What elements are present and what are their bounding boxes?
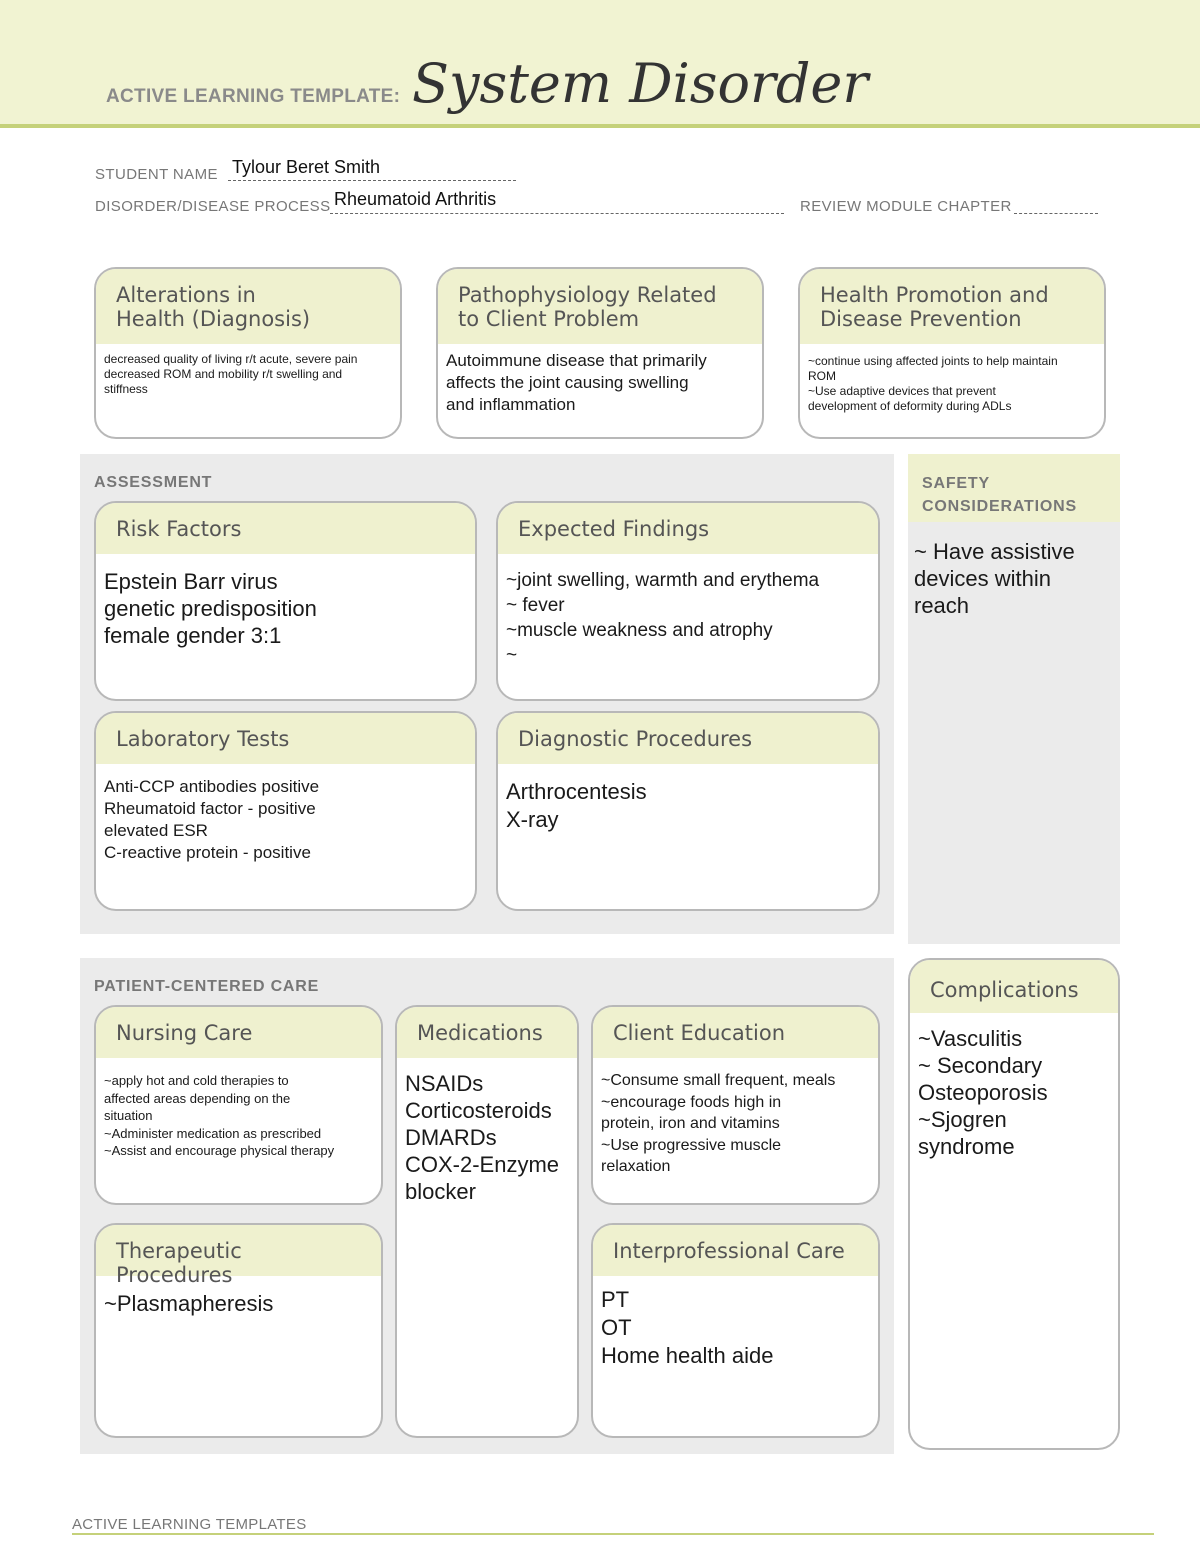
alterations-body[interactable] bbox=[96, 344, 400, 403]
assessment-label: ASSESSMENT bbox=[94, 474, 213, 491]
nursing-care-header bbox=[96, 1007, 381, 1058]
laboratory-tests-body[interactable] bbox=[96, 764, 475, 870]
health-promotion-header bbox=[800, 269, 1104, 344]
complications-text-line: syndrome bbox=[918, 1134, 1015, 1159]
complications-text-line: ~Vasculitis bbox=[918, 1026, 1023, 1051]
risk-factors-header bbox=[96, 503, 475, 554]
nursing-care-body[interactable] bbox=[96, 1058, 381, 1166]
laboratory-tests-text-line: Anti-CCP antibodies positive bbox=[104, 777, 320, 796]
risk-factors-text-line: female gender 3:1 bbox=[104, 623, 282, 648]
nursing-care-text-line: ~Assist and encourage physical therapy bbox=[104, 1143, 335, 1158]
disorder-field[interactable]: Rheumatoid Arthritis bbox=[334, 189, 497, 209]
nursing-care-text-line: situation bbox=[104, 1108, 153, 1123]
student-name-line bbox=[228, 180, 516, 181]
health-promotion-card bbox=[798, 267, 1106, 439]
complications-text-line: ~Sjogren bbox=[918, 1107, 1007, 1132]
risk-factors-title: Risk Factors bbox=[116, 517, 242, 541]
diagnostic-procedures-title: Diagnostic Procedures bbox=[518, 727, 753, 751]
safety-label-line: CONSIDERATIONS bbox=[922, 498, 1077, 515]
alterations-text-line: decreased quality of living r/t acute, severe pain bbox=[104, 352, 358, 366]
therapeutic-procedures-header bbox=[96, 1225, 381, 1287]
alterations-card bbox=[94, 267, 402, 439]
safety-body[interactable] bbox=[914, 538, 1114, 619]
pathophysiology-text-line: affects the joint causing swelling bbox=[446, 373, 689, 392]
laboratory-tests-header bbox=[96, 713, 475, 764]
medications-text-line: Corticosteroids bbox=[405, 1098, 552, 1123]
interprofessional-care-text-line: PT bbox=[601, 1287, 630, 1312]
risk-factors-text-line: Epstein Barr virus bbox=[104, 569, 278, 594]
template-label: ACTIVE LEARNING TEMPLATE: bbox=[106, 86, 401, 107]
pathophysiology-title-line: to Client Problem bbox=[458, 307, 640, 331]
patient-care-label: PATIENT-CENTERED CARE bbox=[94, 978, 320, 995]
medications-text-line: DMARDs bbox=[405, 1125, 497, 1150]
risk-factors-body[interactable] bbox=[96, 554, 475, 655]
medications-header bbox=[397, 1007, 577, 1058]
interprofessional-care-body[interactable] bbox=[593, 1276, 878, 1376]
nursing-care-title: Nursing Care bbox=[116, 1021, 253, 1045]
client-education-text-line: ~Use progressive muscle bbox=[601, 1136, 782, 1154]
client-education-header bbox=[593, 1007, 878, 1058]
medications-text-line: NSAIDs bbox=[405, 1071, 484, 1096]
laboratory-tests-text-line: elevated ESR bbox=[104, 821, 208, 840]
footer-label: ACTIVE LEARNING TEMPLATES bbox=[72, 1516, 307, 1533]
complications-text-line: Osteoporosis bbox=[918, 1080, 1048, 1105]
therapeutic-procedures-text-line: ~Plasmapheresis bbox=[104, 1291, 274, 1316]
interprofessional-care-title: Interprofessional Care bbox=[613, 1239, 845, 1263]
diagnostic-procedures-text-line: Arthrocentesis bbox=[506, 779, 647, 804]
laboratory-tests-title: Laboratory Tests bbox=[116, 727, 290, 751]
medications-card bbox=[395, 1005, 579, 1438]
pathophysiology-text-line: and inflammation bbox=[446, 395, 576, 414]
chapter-label: REVIEW MODULE CHAPTER bbox=[800, 198, 1012, 215]
therapeutic-procedures-title: Therapeutic Procedures bbox=[116, 1239, 242, 1287]
safety-text-line: devices within bbox=[914, 566, 1051, 591]
nursing-care-text-line: ~apply hot and cold therapies to bbox=[104, 1073, 289, 1088]
client-education-title: Client Education bbox=[613, 1021, 786, 1045]
alterations-title-line: Alterations in bbox=[116, 283, 256, 307]
chapter-line bbox=[1014, 213, 1098, 214]
safety-label-line: SAFETY bbox=[922, 475, 990, 492]
interprofessional-care-header bbox=[593, 1225, 878, 1276]
client-education-card bbox=[591, 1005, 880, 1205]
student-name-field[interactable]: Tylour Beret Smith bbox=[232, 157, 381, 177]
client-education-text-line: protein, iron and vitamins bbox=[601, 1115, 780, 1132]
client-education-text-line: ~encourage foods high in bbox=[601, 1093, 782, 1111]
interprofessional-care-card bbox=[591, 1223, 880, 1438]
interprofessional-care-text-line: OT bbox=[601, 1315, 632, 1340]
pathophysiology-card bbox=[436, 267, 764, 439]
health-promotion-text-line: development of deformity during ADLs bbox=[808, 399, 1012, 413]
health-promotion-text-line: ~Use adaptive devices that prevent bbox=[808, 384, 996, 398]
alterations-title-line: Health (Diagnosis) bbox=[116, 307, 311, 331]
safety-panel bbox=[908, 454, 1120, 944]
alterations-text-line: decreased ROM and mobility r/t swelling and bbox=[104, 367, 343, 381]
health-promotion-title-line: Health Promotion and bbox=[820, 283, 1049, 307]
medications-body[interactable] bbox=[397, 1058, 577, 1211]
alterations-text-line: stiffness bbox=[104, 382, 148, 396]
nursing-care-text-line: ~Administer medication as prescribed bbox=[104, 1125, 322, 1141]
expected-findings-text-line: ~ fever bbox=[506, 595, 565, 616]
expected-findings-text-line: ~muscle weakness and atrophy bbox=[506, 620, 773, 641]
diagnostic-procedures-body[interactable] bbox=[498, 764, 878, 840]
medications-text-line: COX-2-Enzyme bbox=[405, 1152, 560, 1177]
laboratory-tests-text-line: C-reactive protein - positive bbox=[104, 843, 311, 862]
complications-card bbox=[908, 958, 1120, 1450]
pathophysiology-text-line: Autoimmune disease that primarily bbox=[446, 351, 707, 370]
nursing-care-card bbox=[94, 1005, 383, 1205]
laboratory-tests-text-line: Rheumatoid factor - positive bbox=[104, 799, 316, 818]
diagnostic-procedures-text-line: X-ray bbox=[506, 807, 559, 832]
medications-title: Medications bbox=[417, 1021, 543, 1045]
header-divider bbox=[0, 124, 1200, 128]
safety-header bbox=[908, 454, 1120, 522]
health-promotion-body[interactable] bbox=[800, 344, 1104, 420]
disorder-line bbox=[330, 213, 784, 214]
safety-text-line: ~ Have assistive bbox=[914, 539, 1075, 564]
health-promotion-text-line: ROM bbox=[808, 369, 836, 383]
expected-findings-header bbox=[498, 503, 878, 554]
expected-findings-body[interactable] bbox=[498, 554, 878, 674]
expected-findings-card bbox=[496, 501, 880, 701]
health-promotion-title-line: Disease Prevention bbox=[820, 307, 1022, 331]
complications-text-line: ~ Secondary bbox=[918, 1053, 1043, 1078]
client-education-body[interactable] bbox=[593, 1058, 878, 1184]
complications-body[interactable] bbox=[910, 1013, 1118, 1166]
expected-findings-text-line: ~joint swelling, warmth and erythema bbox=[506, 570, 820, 591]
health-promotion-text-line: ~continue using affected joints to help maintain bbox=[808, 354, 1058, 368]
student-name-label: STUDENT NAME bbox=[95, 166, 218, 183]
medications-text-line: blocker bbox=[405, 1179, 476, 1204]
client-education-text-line: relaxation bbox=[601, 1158, 671, 1175]
safety-text-line: reach bbox=[914, 593, 970, 618]
risk-factors-card bbox=[94, 501, 477, 701]
expected-findings-title: Expected Findings bbox=[518, 517, 710, 541]
diagnostic-procedures-header bbox=[498, 713, 878, 764]
complications-title: Complications bbox=[930, 978, 1079, 1002]
disorder-label: DISORDER/DISEASE PROCESS bbox=[95, 198, 331, 215]
interprofessional-care-text-line: Home health aide bbox=[601, 1343, 774, 1368]
page-title: System Disorder bbox=[412, 52, 869, 115]
pathophysiology-title-line: Pathophysiology Related bbox=[458, 283, 717, 307]
expected-findings-text-line: ~ bbox=[506, 645, 518, 666]
alterations-header bbox=[96, 269, 400, 344]
laboratory-tests-card bbox=[94, 711, 477, 911]
complications-header bbox=[910, 960, 1118, 1013]
nursing-care-text-line: affected areas depending on the bbox=[104, 1090, 291, 1106]
risk-factors-text-line: genetic predisposition bbox=[104, 596, 317, 621]
pathophysiology-header bbox=[438, 269, 762, 344]
therapeutic-procedures-card bbox=[94, 1223, 383, 1438]
diagnostic-procedures-card bbox=[496, 711, 880, 911]
footer-divider bbox=[72, 1533, 1154, 1535]
pathophysiology-body[interactable] bbox=[438, 344, 762, 422]
client-education-text-line: ~Consume small frequent, meals bbox=[601, 1072, 836, 1089]
